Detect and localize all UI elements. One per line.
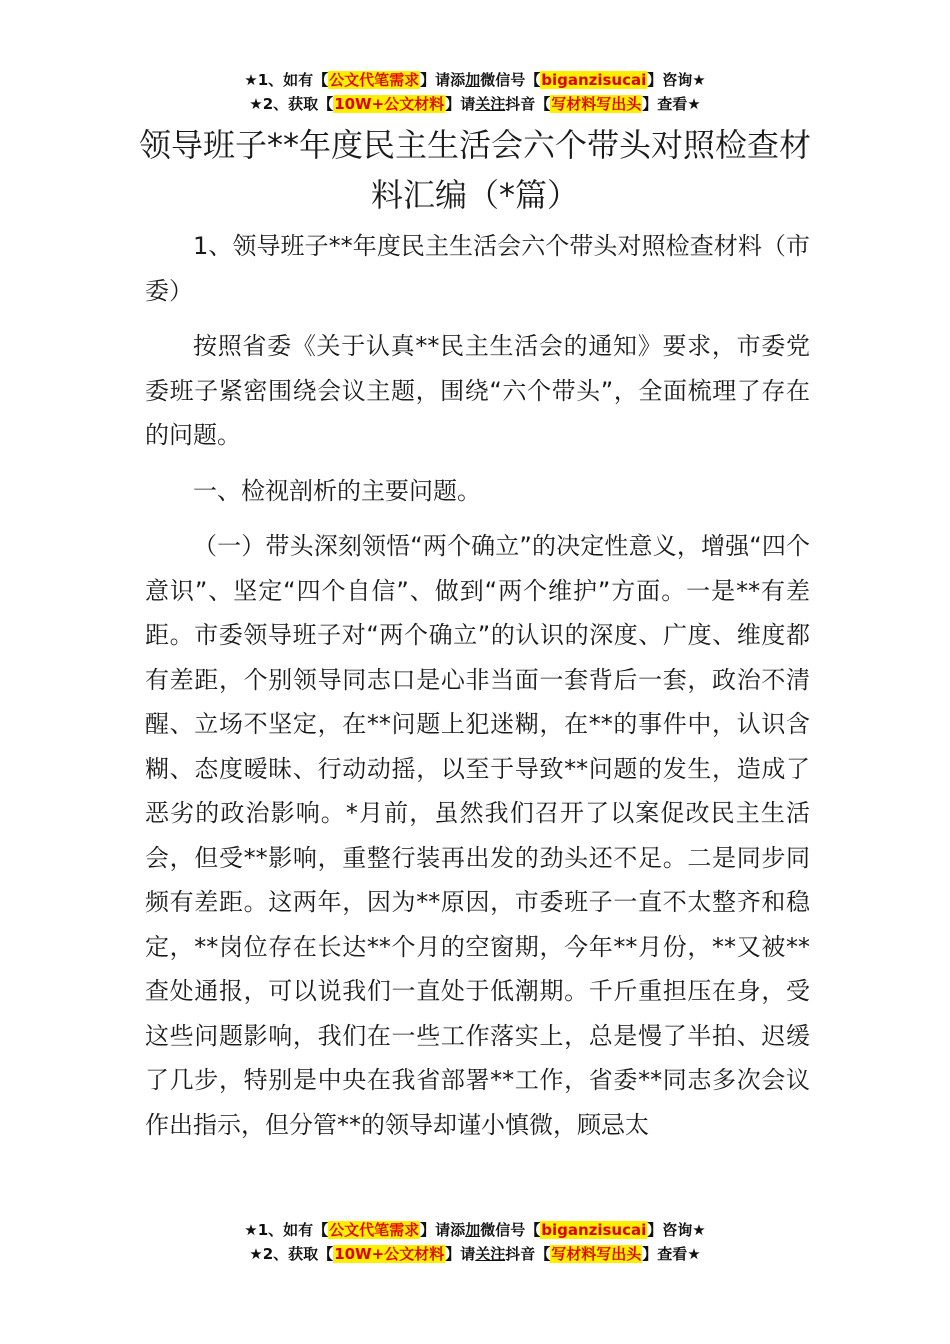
promo-text: 抖音【 <box>505 1245 551 1263</box>
promo-underline: 加 <box>465 71 481 89</box>
promo-underline: 关注 <box>475 95 506 113</box>
promo-text: ★1、如有【 <box>244 1221 329 1239</box>
promo-line-2 <box>0 92 950 116</box>
promo-text: 】请 <box>445 1245 476 1263</box>
promo-highlight: biganzisucai <box>541 1221 647 1239</box>
promo-banner-bottom <box>0 1218 950 1266</box>
promo-banner-top <box>0 68 950 116</box>
promo-highlight: 写材料写出头 <box>551 1245 642 1263</box>
promo-text: 微信号【 <box>480 1221 541 1239</box>
promo-line-2 <box>0 1242 950 1266</box>
body-paragraph: 1、领导班子**年度民主生活会六个带头对照检查材料（市委） <box>145 232 810 305</box>
document-title: 领导班子**年度民主生活会六个带头对照检查材料汇编（*篇） <box>138 126 811 214</box>
body-paragraph: （一）带头深刻领悟“两个确立”的决定性意义，增强“四个意识”、坚定“四个自信”、做到“两个维护”方面。一是**有差距。市委领导班子对“两个确立”的认识的深度、广度、维度都有差距，个别领导同志口是心非当面一套背后一套，政治不清醒、立场不坚定，在**问题上犯迷糊，在**的事件中，认识含糊、态度暧昧、行动动摇，以至于导致**问题的发生，造成了恶劣的政治影响。*月前，虽然我们召开了以案促改民主生活会，但受**影响，重整行装再出发的劲头还不足。二是同步同频有差距。这两年，因为**原因，市委班子一直不太整齐和稳定，**岗位存在长达**个月的空窗期，今年**月份，**又被**查处通报，可以说我们一直处于低潮期。千斤重担压在身，受这些问题影响，我们在一些工作落实上，总是慢了半拍、迟缓了几步，特别是中央在我省部署**工作，省委**同志多次会议作出指示，但分管**的领导却谨小慎微，顾忌太 <box>145 532 810 1139</box>
promo-text: 微信号【 <box>480 71 541 89</box>
body-paragraph: 一、检视剖析的主要问题。 <box>193 476 481 505</box>
promo-highlight: biganzisucai <box>541 71 647 89</box>
promo-text: 】请 <box>445 95 476 113</box>
promo-underline: 加 <box>465 1221 481 1239</box>
promo-text: 抖音【 <box>505 95 551 113</box>
promo-text: ★1、如有【 <box>244 71 329 89</box>
promo-text: 】请添 <box>420 71 466 89</box>
promo-highlight: 公文代笔需求 <box>329 71 420 89</box>
promo-text: 】查看★ <box>642 1245 701 1263</box>
promo-highlight: 公文代笔需求 <box>329 1221 420 1239</box>
body-paragraph: 按照省委《关于认真**民主生活会的通知》要求，市委党委班子紧密围绕会议主题，围绕“六个带头”，全面梳理了存在的问题。 <box>145 332 810 449</box>
promo-highlight: 10W+公文材料 <box>334 1245 445 1263</box>
promo-text: 】咨询★ <box>647 1221 706 1239</box>
promo-highlight: 写材料写出头 <box>551 95 642 113</box>
promo-line-1 <box>0 68 950 92</box>
promo-highlight: 10W+公文材料 <box>334 95 445 113</box>
promo-text: 】咨询★ <box>647 71 706 89</box>
promo-text: 】查看★ <box>642 95 701 113</box>
promo-text: ★2、获取【 <box>249 1245 334 1263</box>
promo-underline: 关注 <box>475 1245 506 1263</box>
document-body <box>145 224 810 1147</box>
promo-line-1 <box>0 1218 950 1242</box>
promo-text: 】请添 <box>420 1221 466 1239</box>
promo-text: ★2、获取【 <box>249 95 334 113</box>
